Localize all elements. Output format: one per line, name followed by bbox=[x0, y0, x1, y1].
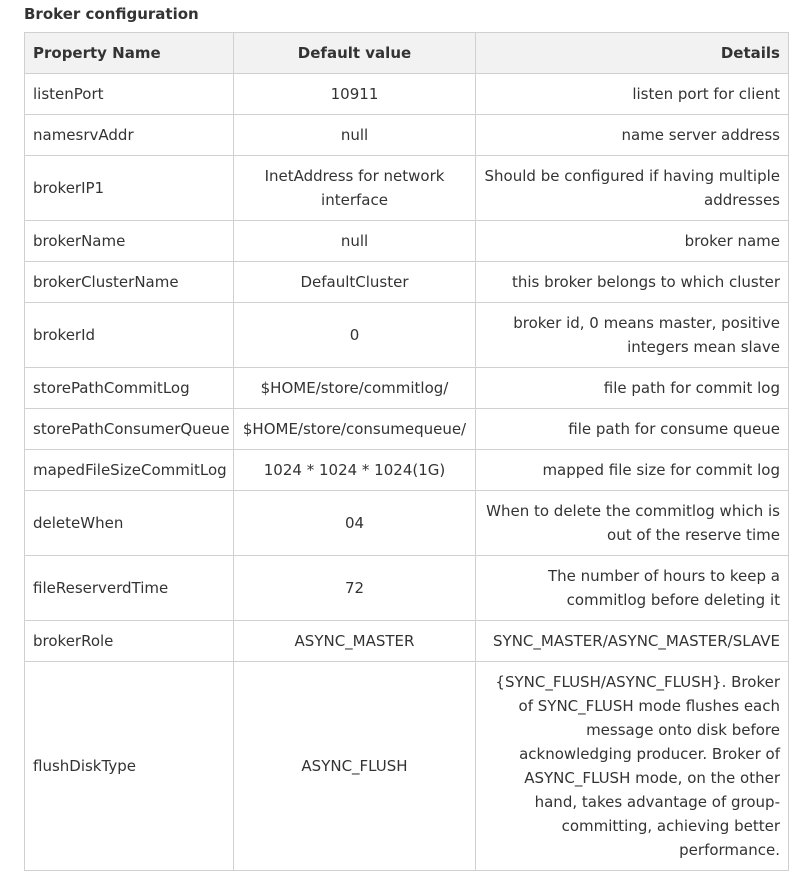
cell-default-value: null bbox=[234, 115, 476, 156]
table-row bbox=[25, 450, 789, 491]
table-row bbox=[25, 115, 789, 156]
cell-details: SYNC_MASTER/ASYNC_MASTER/SLAVE bbox=[476, 621, 789, 662]
cell-default-value: $HOME/store/commitlog/ bbox=[234, 368, 476, 409]
cell-details: When to delete the commitlog which is out of the reserve time bbox=[476, 491, 789, 556]
cell-details: mapped file size for commit log bbox=[476, 450, 789, 491]
cell-default-value: $HOME/store/consumequeue/ bbox=[234, 409, 476, 450]
cell-details: broker id, 0 means master, positive integers mean slave bbox=[476, 303, 789, 368]
header-default-value: Default value bbox=[234, 33, 476, 74]
table-row bbox=[25, 409, 789, 450]
cell-default-value: 1024 * 1024 * 1024(1G) bbox=[234, 450, 476, 491]
cell-default-value: 10911 bbox=[234, 74, 476, 115]
cell-default-value: 72 bbox=[234, 556, 476, 621]
cell-details: {SYNC_FLUSH/ASYNC_FLUSH}. Broker of SYNC_FLUSH mode flushes each message onto disk before acknowledging producer. Broker of ASYNC_FLUSH mode, on the other hand, takes advantage of group-committing, achieving better performance. bbox=[476, 662, 789, 871]
broker-config-table bbox=[24, 32, 789, 871]
cell-property-name: storePathConsumerQueue bbox=[25, 409, 234, 450]
header-property-name: Property Name bbox=[25, 33, 234, 74]
table-header-row bbox=[25, 33, 789, 74]
table-row bbox=[25, 368, 789, 409]
cell-property-name: mapedFileSizeCommitLog bbox=[25, 450, 234, 491]
cell-property-name: brokerRole bbox=[25, 621, 234, 662]
table-row bbox=[25, 74, 789, 115]
table-row bbox=[25, 491, 789, 556]
header-details: Details bbox=[476, 33, 789, 74]
table-body bbox=[25, 74, 789, 871]
cell-details: file path for consume queue bbox=[476, 409, 789, 450]
cell-property-name: namesrvAddr bbox=[25, 115, 234, 156]
table-row bbox=[25, 556, 789, 621]
cell-property-name: brokerName bbox=[25, 221, 234, 262]
cell-property-name: listenPort bbox=[25, 74, 234, 115]
section-title: Broker configuration bbox=[24, 5, 199, 23]
cell-details: listen port for client bbox=[476, 74, 789, 115]
cell-property-name: flushDiskType bbox=[25, 662, 234, 871]
table-row bbox=[25, 221, 789, 262]
cell-details: file path for commit log bbox=[476, 368, 789, 409]
table-row bbox=[25, 662, 789, 871]
cell-details: name server address bbox=[476, 115, 789, 156]
cell-property-name: storePathCommitLog bbox=[25, 368, 234, 409]
cell-default-value: null bbox=[234, 221, 476, 262]
cell-property-name: brokerId bbox=[25, 303, 234, 368]
table-row bbox=[25, 621, 789, 662]
cell-default-value: InetAddress for network interface bbox=[234, 156, 476, 221]
cell-details: this broker belongs to which cluster bbox=[476, 262, 789, 303]
cell-details: The number of hours to keep a commitlog before deleting it bbox=[476, 556, 789, 621]
cell-details: Should be configured if having multiple addresses bbox=[476, 156, 789, 221]
cell-property-name: fileReserverdTime bbox=[25, 556, 234, 621]
cell-property-name: brokerClusterName bbox=[25, 262, 234, 303]
cell-default-value: DefaultCluster bbox=[234, 262, 476, 303]
table-row bbox=[25, 303, 789, 368]
cell-property-name: deleteWhen bbox=[25, 491, 234, 556]
cell-default-value: 0 bbox=[234, 303, 476, 368]
table-row bbox=[25, 262, 789, 303]
cell-default-value: ASYNC_FLUSH bbox=[234, 662, 476, 871]
cell-default-value: ASYNC_MASTER bbox=[234, 621, 476, 662]
cell-default-value: 04 bbox=[234, 491, 476, 556]
table-row bbox=[25, 156, 789, 221]
cell-details: broker name bbox=[476, 221, 789, 262]
cell-property-name: brokerIP1 bbox=[25, 156, 234, 221]
